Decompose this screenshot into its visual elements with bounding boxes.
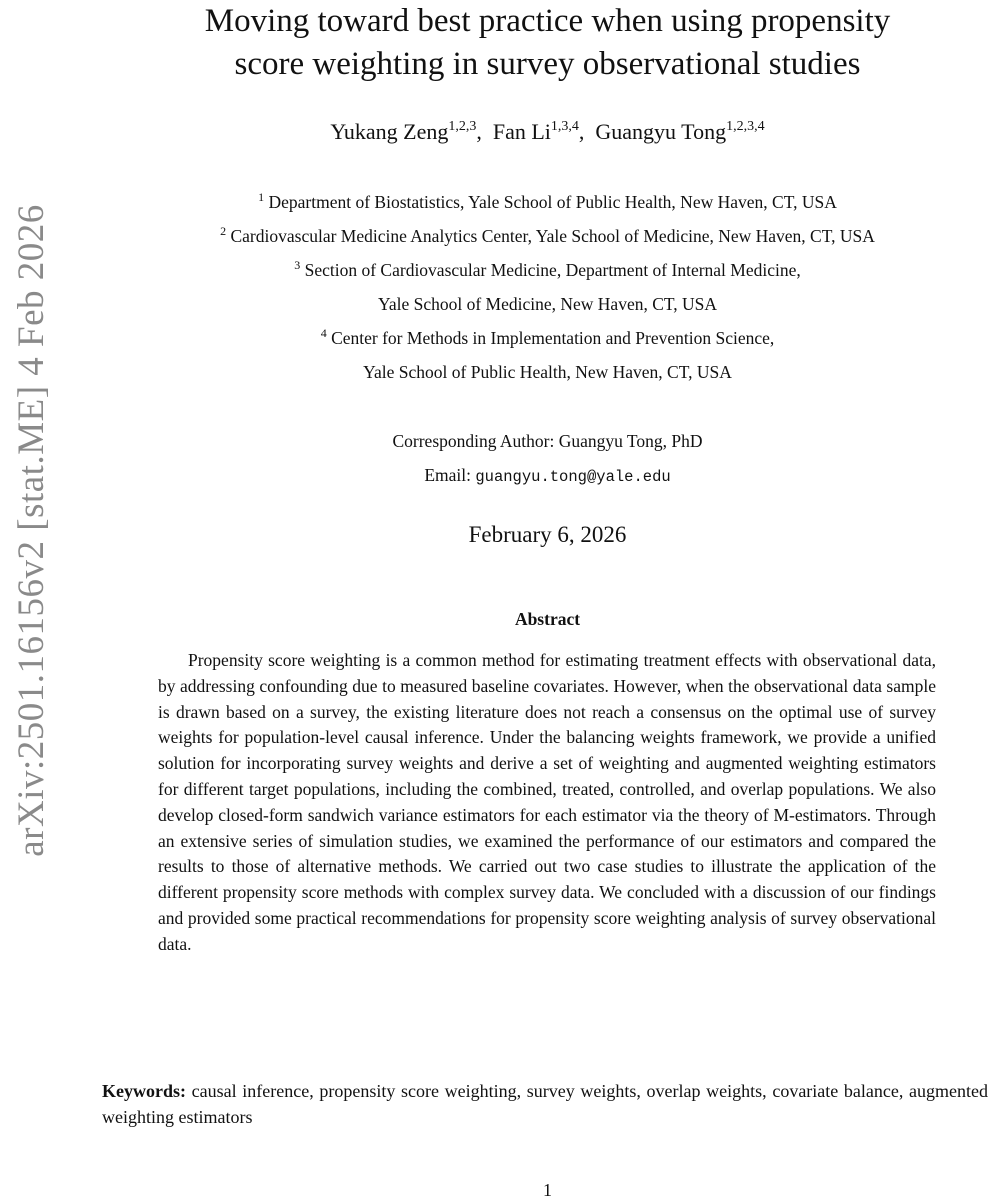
corresponding-author: Corresponding Author: Guangyu Tong, PhD: [392, 431, 703, 451]
affiliation-4: [100, 327, 989, 383]
author-affiliation-marks: 1,2,3,4: [726, 119, 765, 134]
author-name: Guangyu Tong: [595, 119, 727, 144]
keywords: [102, 1078, 988, 1130]
affiliation-text: Cardiovascular Medicine Analytics Center, Yale School of Medicine, New Haven, CT, USA: [230, 226, 875, 246]
author-affiliation-marks: 1,2,3: [448, 119, 477, 134]
page-number: 1: [543, 1180, 552, 1200]
arxiv-stamp-text: arXiv:2501.16156v2 [stat.ME] 4 Feb 2026: [10, 203, 52, 857]
affiliation-number: 1: [258, 190, 265, 204]
affiliation-number: 2: [220, 224, 227, 238]
email-line: [100, 464, 989, 488]
affiliation-number: 4: [320, 326, 327, 340]
abstract-body: Propensity score weighting is a common method for estimating treatment effects with observational data, by addressing confounding due to measured baseline covariates. However, when the observational data sample is drawn based on a survey, the existing literature does not reach a consensus on the optimal use of survey weights for population-level causal inference. Under the balancing weights framework, we provide a unified solution for incorporating survey weights and derive a set of weighting and augmented weighting estimators for different target populations, including the combined, treated, controlled, and overlap populations. We also develop closed-form sandwich variance estimators for each estimator via the theory of M-estimators. Through an extensive series of simulation studies, we examined the performance of our estimators and compared the results to those of alternative methods. We carried out two case studies to illustrate the application of the different propensity score methods with complex survey data. We concluded with a discussion of our findings and provided some practical recommendations for propensity score weighting analysis of survey observational data.: [158, 650, 936, 954]
arxiv-stamp: [0, 190, 62, 870]
affiliation-text: Section of Cardiovascular Medicine, Department of Internal Medicine,: [304, 260, 801, 280]
affiliation-text: Center for Methods in Implementation and Prevention Science,: [331, 328, 775, 348]
email-label: Email:: [424, 465, 471, 485]
affiliation-1: [100, 191, 989, 213]
paper-title-line-2: score weighting in survey observational studies: [234, 46, 861, 82]
author-name: Fan Li: [492, 119, 551, 144]
affiliation-text-continued: Yale School of Public Health, New Haven, CT, USA: [363, 362, 732, 382]
affiliation-2: [100, 225, 989, 247]
author-list: Yukang Zeng$^{1,2,3}$, Fan Li$^{1,3,4}$, Guangyu Tong$^{1,2,3,4}$: [330, 119, 765, 144]
author-affiliation-marks: 1,3,4: [550, 119, 579, 134]
affiliation-number: 3: [294, 258, 301, 272]
affiliation-text-continued: Yale School of Medicine, New Haven, CT, USA: [377, 294, 718, 314]
keywords-label: Keywords:: [102, 1081, 186, 1101]
affiliation-text: Department of Biostatistics, Yale School of Public Health, New Haven, CT, USA: [268, 192, 837, 212]
keywords-text: causal inference, propensity score weighting, survey weights, overlap weights, covariate balance, augmented weighting estimators: [102, 1081, 989, 1127]
publication-date: February 6, 2026: [468, 522, 627, 547]
author-name: Yukang Zeng: [330, 119, 449, 144]
paper-title: [100, 0, 989, 86]
email-link[interactable]: guangyu.tong@yale.edu: [475, 468, 671, 486]
paper-title-line-1: Moving toward best practice when using propensity: [204, 3, 891, 39]
abstract-heading: Abstract: [514, 609, 581, 629]
affiliation-3: [100, 259, 989, 315]
